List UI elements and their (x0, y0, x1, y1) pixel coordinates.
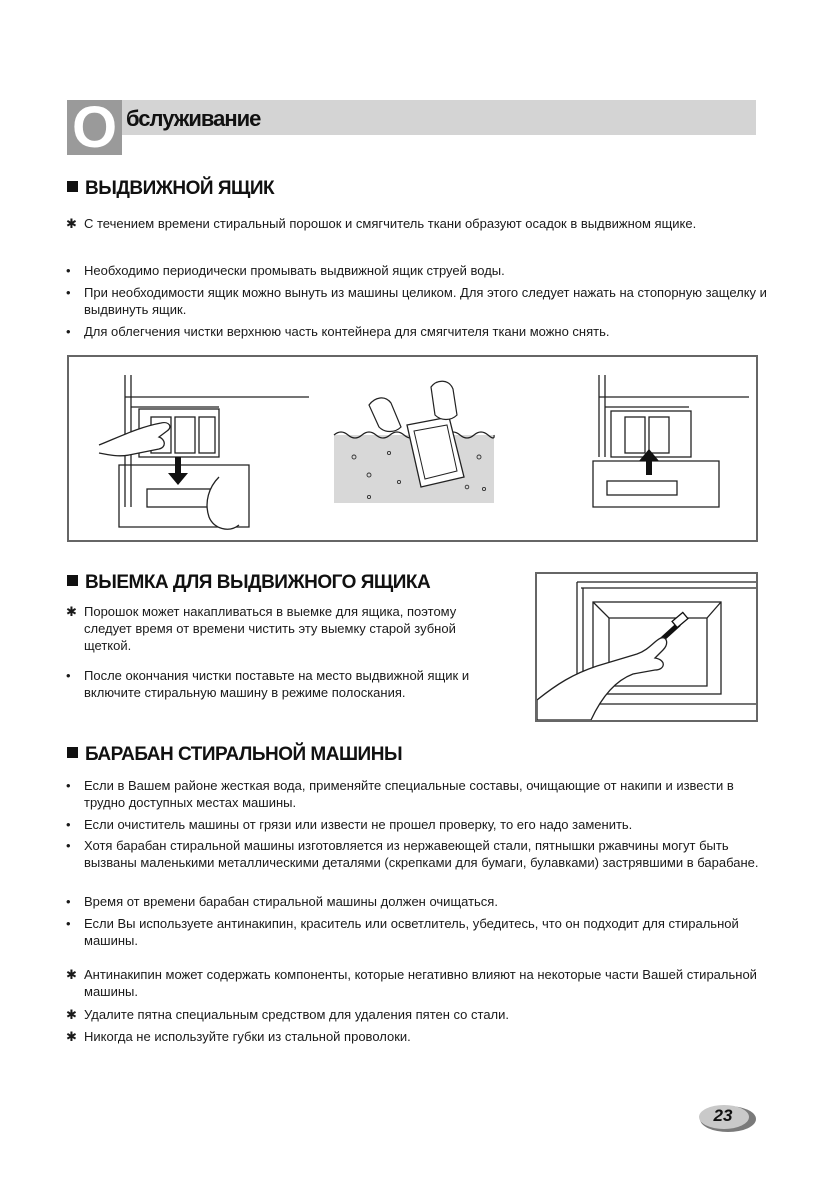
list-item (66, 915, 774, 949)
list-item-text: Порошок может накапливаться в выемке для ящика, поэтому следует время от времени чистить эту выемку старой зубной щеткой. (84, 604, 457, 653)
bullet-icon: • (66, 668, 71, 683)
drawer-push-in-panel (593, 375, 749, 507)
list-item (66, 816, 774, 833)
list-item-text: Необходимо периодически промывать выдвижной ящик струей воды. (84, 263, 505, 278)
drawer-cleaning-illustration (67, 355, 758, 542)
list-item-text: С течением времени стиральный порошок и смягчитель ткани образуют осадок в выдвижном ящике. (84, 216, 697, 231)
bullet-icon: • (66, 263, 71, 278)
list-item (66, 262, 784, 279)
list-item (66, 777, 774, 811)
page-number (698, 1102, 758, 1134)
section-title-drum (67, 744, 402, 766)
bullet-icon: • (66, 817, 71, 832)
list-item-text: Хотя барабан стиральной машины изготовляется из нержавеющей стали, пятнышки ржавчины могут быть вызваны маленькими металлическими деталями (скрепками для бумаги, булавками) застрявшими в барабане. (84, 838, 759, 870)
list-item (66, 893, 774, 910)
bullet-icon: • (66, 778, 71, 793)
list-item-text: После окончания чистки поставьте на место выдвижной ящик и включите стиральную машину в режиме полоскания. (84, 668, 470, 700)
asterisk-icon: ✱ (66, 604, 77, 619)
list-item (66, 966, 774, 1000)
list-item-text: Если очиститель машины от грязи или извести не прошел проверку, то его надо заменить. (84, 817, 633, 832)
square-bullet-icon (67, 575, 78, 586)
drawer-rinse-panel (334, 381, 494, 503)
list-item-text: Для облегчения чистки верхнюю часть контейнера для смягчителя ткани можно снять. (84, 324, 610, 339)
bullet-icon: • (66, 324, 71, 339)
asterisk-icon: ✱ (66, 216, 77, 231)
asterisk-icon: ✱ (66, 1029, 77, 1044)
square-bullet-icon (67, 747, 78, 758)
list-item (66, 215, 784, 232)
header-initial-letter: О (67, 100, 122, 155)
section-title-text: БАРАБАН СТИРАЛЬНОЙ МАШИНЫ (85, 744, 403, 765)
list-item (66, 1006, 774, 1023)
bullet-icon: • (66, 894, 71, 909)
section-title-drawer (67, 178, 274, 200)
list-item (66, 603, 504, 654)
list-item (66, 1028, 774, 1045)
bullet-icon: • (66, 838, 71, 853)
list-item-text: Антинакипин может содержать компоненты, которые негативно влияют на некоторые части Вашей стиральной машины. (84, 967, 757, 999)
list-item-text: При необходимости ящик можно вынуть из машины целиком. Для этого следует нажать на стопорную защелку и выдвинуть ящик. (84, 285, 767, 317)
list-item (66, 323, 784, 340)
asterisk-icon: ✱ (66, 1007, 77, 1022)
section-title-text: ВЫДВИЖНОЙ ЯЩИК (85, 178, 275, 199)
bullet-icon: • (66, 916, 71, 931)
square-bullet-icon (67, 181, 78, 192)
list-item-text: Если Вы используете антинакипин, краситель или осветлитель, убедитесь, что он подходит для стиральной машины. (84, 916, 739, 948)
list-item-text: Никогда не используйте губки из стальной проволоки. (84, 1029, 411, 1044)
drawer-pull-out-panel (99, 375, 309, 529)
list-item-text: Удалите пятна специальным средством для удаления пятен со стали. (84, 1007, 510, 1022)
list-item (66, 837, 774, 871)
list-item-text: Время от времени барабан стиральной машины должен очищаться. (84, 894, 498, 909)
drawer-illustration-svg (69, 357, 756, 540)
bullet-icon: • (66, 285, 71, 300)
page-number-text: 23 (713, 1106, 733, 1125)
list-item (66, 284, 784, 318)
list-item (66, 667, 504, 701)
hand-icon (537, 638, 667, 720)
recess-illustration-svg (537, 574, 756, 720)
page-title: бслуживание (126, 106, 261, 131)
section-title-text: ВЫЕМКА ДЛЯ ВЫДВИЖНОГО ЯЩИКА (85, 572, 431, 593)
arrow-down-icon (168, 457, 188, 485)
list-item-text: Если в Вашем районе жесткая вода, применяйте специальные составы, очищающие от накипи и извести в трудно доступных местах машины. (84, 778, 734, 810)
asterisk-icon: ✱ (66, 967, 77, 982)
section-title-drawer-recess (67, 572, 430, 594)
recess-cleaning-illustration (535, 572, 758, 722)
